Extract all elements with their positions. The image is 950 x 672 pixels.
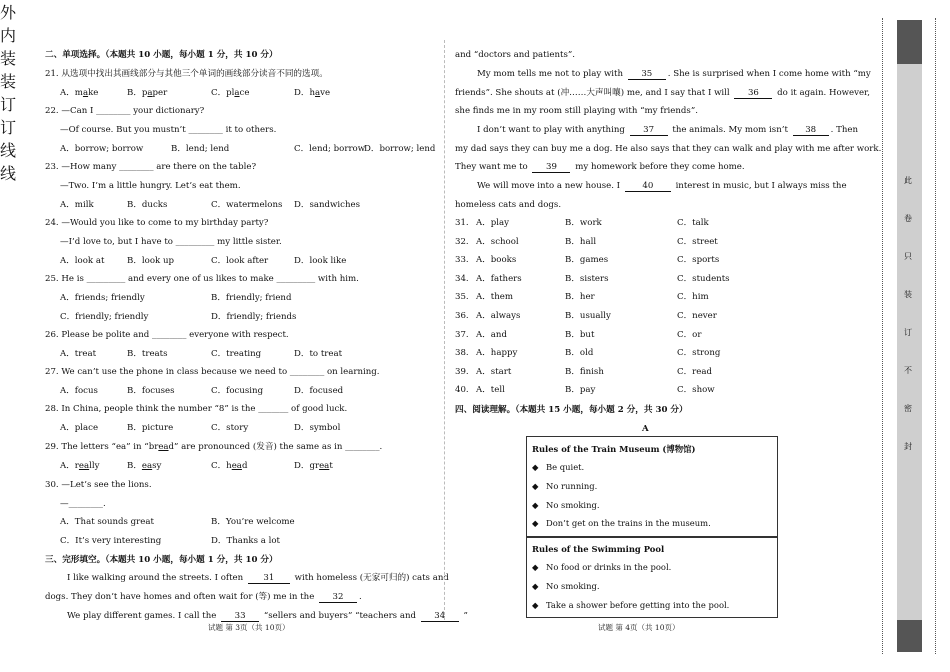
q23-line2: —Two. I’m a little hungry. Let’s eat them.: [60, 181, 241, 191]
cloze-option-a[interactable]: A．them: [476, 292, 514, 303]
train-museum-rules-box: [526, 436, 778, 538]
q23-line1: 23. —How many ________ are there on the table?: [45, 162, 257, 172]
cloze-text: friends”. She shouts at (冲……大声叫嚷) me, and I say that I will: [455, 88, 730, 98]
cloze-question-number: 32.: [455, 236, 469, 247]
q27-option-c[interactable]: C．focusing: [211, 386, 264, 396]
q30-line1: 30. —Let’s see the lions.: [45, 480, 152, 490]
q30-option-d[interactable]: D．Thanks a lot: [211, 536, 280, 546]
cloze-option-c[interactable]: C．read: [677, 366, 712, 377]
cloze-para-line7: she finds me in my room still playing with “my friends”.: [455, 106, 698, 116]
cloze-option-c[interactable]: C．show: [677, 385, 715, 396]
bullet-diamond-icon: ◆: [532, 481, 539, 491]
q26: 26. Please be polite and ________ everyone with respect.: [45, 330, 289, 340]
cloze-question-number: 31.: [455, 218, 469, 228]
q29-option-d[interactable]: D．great: [294, 461, 333, 471]
cloze-text: my homework before they come home.: [575, 162, 745, 172]
q22-option-c[interactable]: C．lend; borrow: [294, 144, 366, 154]
rule-item: [532, 562, 671, 572]
cloze-text: We will move into a new house. I: [477, 181, 621, 191]
rule-text: No food or drinks in the pool.: [546, 562, 672, 572]
binding-notice-char: 订: [904, 328, 912, 337]
column-divider: [444, 40, 445, 620]
q27-option-d[interactable]: D．focused: [294, 386, 344, 396]
cloze-para-line2: [45, 592, 362, 603]
q21-option-c[interactable]: C．place: [211, 88, 250, 98]
q24-option-d[interactable]: D．look like: [294, 256, 347, 266]
q21: 21. 从选项中找出其画线部分与其他三个单词的画线部分读音不同的选项。: [45, 69, 328, 79]
q25: 25. He is _________ and every one of us likes to make _________ with him.: [45, 274, 359, 284]
q23-option-a[interactable]: A．milk: [60, 200, 94, 210]
rule-item: [532, 518, 711, 528]
cloze-question-number: 35.: [455, 292, 469, 303]
binding-notice-char: 此: [904, 176, 912, 185]
cloze-para-line1: [67, 573, 449, 584]
cloze-option-a[interactable]: A．and: [476, 329, 507, 340]
cloze-option-c[interactable]: C．him: [677, 292, 709, 303]
cloze-question-number: 39.: [455, 366, 469, 377]
q24-option-a[interactable]: A．look at: [60, 256, 105, 266]
q25-option-a[interactable]: A．friends; friendly: [60, 293, 145, 303]
outer-binding-label: 外: [0, 3, 17, 22]
binding-notice-char: 密: [904, 404, 912, 413]
cloze-option-a[interactable]: A．start: [476, 366, 512, 377]
cloze-question-number: 38.: [455, 348, 469, 359]
cloze-option-c[interactable]: C．sports: [677, 255, 720, 266]
inner-binding-label: 内: [0, 26, 17, 45]
rule-item: [532, 600, 729, 610]
q26-option-b[interactable]: B．treats: [127, 349, 168, 359]
bullet-diamond-icon: ◆: [532, 581, 539, 591]
q21-option-d[interactable]: D．have: [294, 88, 331, 98]
q24-line2: —I’d love to, but I have to _________ my little sister.: [60, 237, 282, 247]
inner-binding-label: 装: [0, 72, 17, 91]
q28: 28. In China, people think the number “8” is the _______ of good luck.: [45, 404, 348, 414]
q30-line2: —________.: [60, 499, 106, 509]
cloze-question-number: 37.: [455, 329, 469, 340]
cloze-text: interest in music, but I always miss the: [675, 181, 847, 191]
cloze-text: ”: [463, 611, 468, 621]
q29-option-c[interactable]: C．head: [211, 461, 248, 471]
q28-option-d[interactable]: D．symbol: [294, 423, 341, 433]
cloze-text: We play different games. I call the: [67, 611, 217, 621]
cloze-blank-34[interactable]: 34: [421, 611, 459, 622]
q22-option-a[interactable]: A．borrow; borrow: [60, 144, 144, 154]
q28-option-c[interactable]: C．story: [211, 423, 249, 433]
page-footer-right: 试题 第 4页（共 10页）: [598, 623, 680, 632]
cloze-text: They want me to: [455, 162, 528, 172]
section-3-title: 三、完形填空。（本题共 10 小题，每小题 1 分，共 10 分）: [45, 555, 278, 565]
cloze-option-b[interactable]: B．usually: [565, 311, 611, 321]
cloze-option-b[interactable]: B．games: [565, 255, 609, 266]
section-4-title: 四、阅读理解。（本题共 15 小题，每小题 2 分，共 30 分）: [455, 405, 688, 415]
outer-binding-label: 订: [0, 95, 17, 114]
rule-item: [532, 581, 600, 591]
cloze-para-line4: and “doctors and patients”.: [455, 50, 575, 60]
cloze-option-b[interactable]: B．hall: [565, 236, 597, 247]
cloze-question-number: 36.: [455, 311, 469, 321]
page-footer-left: 试题 第 3页（共 10页）: [208, 623, 290, 632]
binding-band-top: [897, 20, 922, 64]
q27-option-a[interactable]: A．focus: [60, 386, 98, 396]
cloze-option-b[interactable]: B．finish: [565, 366, 604, 377]
q28-option-b[interactable]: B．picture: [127, 423, 174, 433]
binding-notice-char: 不: [904, 366, 912, 375]
cloze-option-a[interactable]: A．tell: [476, 385, 505, 396]
cloze-text: . Then: [830, 125, 859, 135]
q22-option-b[interactable]: B．lend; lend: [171, 144, 230, 154]
cloze-option-b[interactable]: B．sisters: [565, 273, 609, 284]
cloze-option-c[interactable]: C．never: [677, 311, 717, 321]
inner-binding-label: 线: [0, 164, 17, 183]
bullet-diamond-icon: ◆: [532, 600, 539, 610]
cloze-option-c[interactable]: C．students: [677, 273, 730, 284]
cloze-option-b[interactable]: B．but: [565, 329, 595, 340]
cloze-blank-39[interactable]: 39: [532, 162, 570, 173]
rule-text: Be quiet.: [546, 462, 585, 472]
train-rules-title: Rules of the Train Museum (博物馆): [532, 444, 696, 454]
rule-item: [532, 481, 597, 491]
rule-item: [532, 500, 600, 510]
cloze-blank-33[interactable]: 33: [221, 611, 259, 622]
cloze-question-number: 34.: [455, 273, 469, 284]
q26-option-a[interactable]: A．treat: [60, 349, 97, 359]
q24-line1: 24. —Would you like to come to my birthday party?: [45, 218, 269, 228]
binding-band: [897, 20, 922, 652]
cloze-para-line6: [455, 88, 870, 99]
q22-line1: 22. —Can I ________ your dictionary?: [45, 106, 205, 116]
q21-option-b[interactable]: B．paper: [127, 88, 168, 98]
cloze-text: My mom tells me not to play with: [477, 69, 624, 79]
q29: 29. The letters “ea” in “bread” are pronounced (发音) the same as in ________.: [45, 442, 383, 452]
bullet-diamond-icon: ◆: [532, 562, 539, 572]
binding-notice-char: 装: [904, 290, 912, 299]
cloze-text: dogs. They don’t have homes and often wait for (等) me in the: [45, 592, 315, 602]
outer-binding-line: [882, 18, 883, 654]
binding-notice-char: 封: [904, 442, 912, 451]
cloze-text: “sellers and buyers” “teachers and: [263, 611, 416, 621]
q25-option-c[interactable]: C．friendly; friendly: [60, 312, 149, 322]
cloze-text: do it again. However,: [777, 88, 870, 98]
rule-text: Take a shower before getting into the pool.: [546, 600, 730, 610]
outer-binding-label: 线: [0, 141, 17, 160]
binding-notice-char: 卷: [904, 214, 912, 223]
cloze-text: . She is surprised when I come home with “my: [667, 69, 871, 79]
cloze-para-line3: [67, 611, 468, 622]
cloze-option-c[interactable]: C．talk: [677, 218, 709, 228]
q26-option-d[interactable]: D．to treat: [294, 349, 343, 359]
cloze-option-b[interactable]: B．her: [565, 292, 595, 303]
cloze-option-a[interactable]: A．always: [476, 311, 521, 321]
cloze-blank-31[interactable]: 31: [248, 573, 290, 584]
cloze-para-line5: [477, 69, 871, 80]
q23-option-d[interactable]: D．sandwiches: [294, 200, 361, 210]
cloze-blank-38[interactable]: 38: [793, 125, 829, 136]
rule-text: No running.: [546, 481, 598, 491]
cloze-para-line11: [477, 181, 847, 192]
cloze-para-line12: homeless cats and dogs.: [455, 200, 562, 210]
inner-binding-line: [935, 18, 936, 654]
q23-option-b[interactable]: B．ducks: [127, 200, 168, 210]
q29-option-b[interactable]: B．easy: [127, 461, 162, 471]
q30-option-c[interactable]: C．It’s very interesting: [60, 536, 162, 546]
binding-notice-char: 只: [904, 252, 912, 261]
cloze-text: I like walking around the streets. I often: [67, 573, 244, 583]
q24-option-c[interactable]: C．look after: [211, 256, 269, 266]
cloze-text: the animals. My mom isn’t: [672, 125, 788, 135]
cloze-blank-37[interactable]: 37: [630, 125, 668, 136]
bullet-diamond-icon: ◆: [532, 462, 539, 472]
cloze-option-b[interactable]: B．work: [565, 218, 602, 228]
q29-option-a[interactable]: A．really: [60, 461, 100, 471]
rule-item: [532, 462, 584, 472]
q23-option-c[interactable]: C．watermelons: [211, 200, 283, 210]
bullet-diamond-icon: ◆: [532, 518, 539, 528]
cloze-text: .: [359, 592, 362, 602]
cloze-text: with homeless (无家可归的) cats and: [294, 573, 449, 583]
q30-option-a[interactable]: A．That sounds great: [60, 517, 154, 527]
cloze-option-a[interactable]: A．play: [476, 218, 510, 228]
cloze-option-a[interactable]: A．school: [476, 236, 519, 247]
cloze-option-c[interactable]: C．street: [677, 236, 718, 247]
cloze-question-number: 40.: [455, 385, 469, 396]
cloze-option-a[interactable]: A．happy: [476, 348, 518, 359]
q21-option-a[interactable]: A．make: [60, 88, 99, 98]
q27-option-b[interactable]: B．focuses: [127, 386, 175, 396]
cloze-question-number: 33.: [455, 255, 469, 266]
q22-option-d[interactable]: D．borrow; lend: [364, 144, 436, 154]
q30-option-b[interactable]: B．You’re welcome: [211, 517, 295, 527]
q25-option-d[interactable]: D．friendly; friends: [211, 312, 297, 322]
rule-text: Don’t get on the trains in the museum.: [546, 518, 711, 528]
cloze-text: I don’t want to play with anything: [477, 125, 625, 135]
inner-binding-label: 订: [0, 118, 17, 137]
cloze-para-line8: [477, 125, 858, 136]
cloze-blank-32[interactable]: 32: [319, 592, 357, 603]
section-2-title: 二、单项选择。（本题共 10 小题，每小题 1 分，共 10 分）: [45, 50, 278, 60]
swimming-pool-rules-box: [526, 536, 778, 618]
cloze-option-b[interactable]: B．old: [565, 348, 594, 359]
outer-binding-label: 装: [0, 49, 17, 68]
q22-line2: —Of course. But you mustn’t ________ it to others.: [60, 125, 277, 135]
cloze-blank-36[interactable]: 36: [734, 88, 772, 99]
cloze-option-c[interactable]: C．or: [677, 329, 702, 340]
cloze-option-a[interactable]: A．fathers: [476, 273, 522, 284]
cloze-option-b[interactable]: B．pay: [565, 385, 596, 396]
cloze-blank-35[interactable]: 35: [628, 69, 666, 80]
q26-option-c[interactable]: C．treating: [211, 349, 262, 359]
cloze-para-line9: my dad says they can buy me a dog. He also says that they can walk and play with me after work.: [455, 144, 882, 154]
rule-text: No smoking.: [546, 500, 600, 510]
pool-rules-title: Rules of the Swimming Pool: [532, 544, 665, 554]
cloze-para-line10: [455, 162, 745, 173]
q27: 27. We can’t use the phone in class because we need to ________ on learning.: [45, 367, 380, 377]
passage-label: A: [642, 424, 649, 434]
bullet-diamond-icon: ◆: [532, 500, 539, 510]
rule-text: No smoking.: [546, 581, 600, 591]
q24-option-b[interactable]: B．look up: [127, 256, 174, 266]
binding-band-bottom: [897, 620, 922, 652]
cloze-option-c[interactable]: C．strong: [677, 348, 721, 359]
cloze-option-a[interactable]: A．books: [476, 255, 517, 266]
q25-option-b[interactable]: B．friendly; friend: [211, 293, 292, 303]
q28-option-a[interactable]: A．place: [60, 423, 99, 433]
cloze-blank-40[interactable]: 40: [625, 181, 671, 192]
